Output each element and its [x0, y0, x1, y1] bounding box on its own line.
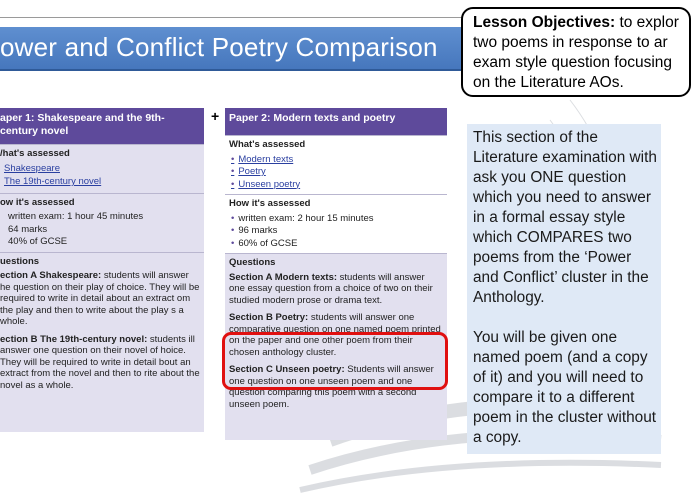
paper1-questions-section	[0, 252, 204, 401]
info-paragraph-1: This section of the Literature examination with ask you ONE question which you need to answer in a formal essay style which COMPARES two poems from the ‘Power and Conflict’ cluster in the Anthology.	[473, 129, 657, 306]
paper1-how-item: written exam: 1 hour 45 minutes	[8, 211, 144, 222]
paper2-how-section	[225, 194, 447, 253]
objectives-label: Lesson Objectives:	[473, 14, 616, 31]
paper1-column	[0, 108, 204, 432]
paper1-link-shakespeare[interactable]: Shakespeare	[4, 162, 60, 174]
objectives-line: two poems in response to ar	[473, 34, 668, 51]
paper2-header: Paper 2: Modern texts and poetry	[225, 108, 447, 135]
paper1-section-a-text: students will answer he question on their play of choice. They will be required to write in detail about an extract om the play and then to write about the play s a whole.	[0, 270, 200, 327]
info-paragraph-2: You will be given one named poem (and a copy of it) and you will need to compare it to a different poem in the cluster without a copy.	[473, 329, 657, 446]
paper1-link-novel[interactable]: The 19th-century novel	[4, 176, 102, 187]
paper1-section-a-title: ection A Shakespeare:	[0, 270, 102, 281]
objectives-line: exam style question focusing	[473, 54, 673, 71]
paper1-section-b-text: students ill answer one question on their novel of hoice. They will be required to write in detail bout an extract from the novel and then to rite about the novel as a whole.	[0, 333, 200, 391]
paper1-how-section	[0, 193, 204, 252]
paper2-column	[225, 108, 447, 440]
paper1-how-item: 64 marks	[8, 223, 48, 235]
paper1-assessed-section	[0, 144, 204, 193]
section-b-highlight-ring	[222, 332, 448, 390]
paper1-how-heading: ow it's assessed	[0, 196, 75, 208]
paper1-header: aper 1: Shakespeare and the 9th-century novel	[0, 108, 204, 144]
paper2-how-item: • 60% of GCSE	[237, 238, 443, 250]
plus-sign: +	[211, 108, 220, 124]
paper1-section-b	[0, 334, 200, 392]
paper1-assessed-heading: /hat's assessed	[0, 148, 70, 159]
paper2-assessed-section	[225, 135, 447, 194]
info-box	[467, 124, 661, 454]
paper2-link-modern-texts[interactable]: • Modern texts	[237, 154, 443, 166]
paper2-how-heading: How it's assessed	[229, 198, 311, 209]
paper2-link-unseen-poetry[interactable]: • Unseen poetry	[237, 179, 443, 191]
paper2-section-a-title: Section A Modern texts:	[229, 271, 338, 283]
paper1-how-item: 40% of GCSE	[8, 236, 68, 247]
paper1-questions-heading: uestions	[0, 255, 40, 267]
paper2-link-poetry[interactable]: • Poetry	[237, 166, 443, 178]
paper2-how-item: • written exam: 2 hour 15 minutes	[237, 213, 443, 225]
paper2-section-c-title: Section C Unseen poetry:	[229, 364, 345, 375]
paper2-section-c-text: Students will answer one question on one unseen poem and one question comparing this poem with a second unseen poem.	[229, 364, 434, 410]
paper1-section-b-title: ection B The 19th-century novel:	[0, 333, 148, 345]
paper1-section-a	[0, 270, 200, 328]
paper2-assessed-heading: What's assessed	[229, 139, 306, 150]
paper2-section-a-text: students will answer one essay question from a choice of two on their studied modern prose or drama text.	[229, 271, 433, 306]
lesson-objectives-box	[461, 7, 691, 97]
paper2-section-b-text: students will answer one comparative question on one named poem printed on the paper and one other poem from their chosen anthology cluster.	[229, 312, 441, 358]
paper2-how-item: • 96 marks	[237, 225, 443, 237]
paper2-section-b-title: Section B Poetry:	[229, 312, 309, 323]
paper2-section-a	[229, 272, 443, 307]
objectives-line: on the Literature AOs.	[473, 74, 624, 91]
page-title: ower and Conflict Poetry Comparison	[0, 32, 438, 62]
objectives-line: to explor	[615, 14, 679, 31]
paper2-questions-heading: Questions	[229, 257, 276, 268]
